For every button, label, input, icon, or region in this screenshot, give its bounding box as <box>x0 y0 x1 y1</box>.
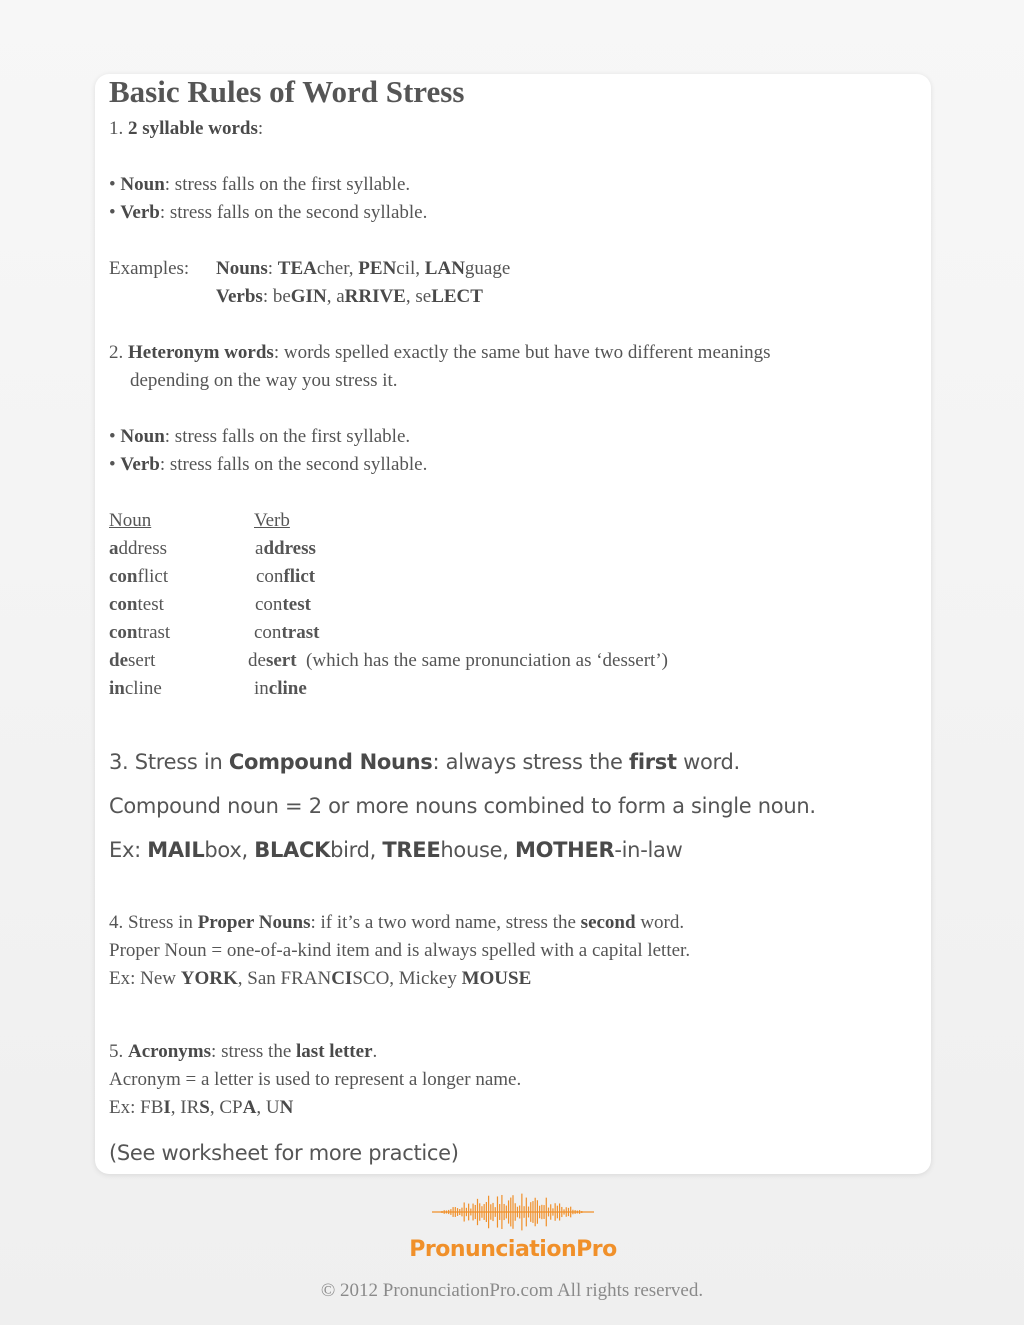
noun-contest: contest <box>109 594 164 615</box>
noun-desert: desert <box>109 650 156 671</box>
verb-conflict: conflict <box>256 566 316 587</box>
section-5-examples: Ex: FBI, IRS, CPA, UN <box>109 1097 294 1118</box>
examples-verbs: Verbs: beGIN, aRRIVE, seLECT <box>216 286 483 307</box>
page-title: Basic Rules of Word Stress <box>109 74 465 109</box>
section-5-heading: 5. Acronyms: stress the last letter. <box>109 1041 378 1062</box>
sound-wave-icon <box>402 1187 624 1237</box>
section-2-bullet-noun: • Noun: stress falls on the first syllable. <box>109 426 411 447</box>
desert-note: (which has the same pronunciation as ‘dessert’) <box>306 650 668 671</box>
verb-incline: incline <box>254 678 307 699</box>
brand-logo <box>402 1187 624 1277</box>
verb-desert: desert (which has the same pronunciation as ‘dessert’) <box>248 650 668 671</box>
section-4-examples: Ex: New YORK, San FRANCISCO, Mickey MOUSE <box>109 968 532 989</box>
section-4-heading: 4. Stress in Proper Nouns: if it’s a two word name, stress the second word. <box>109 912 685 933</box>
noun-contrast: contrast <box>109 622 171 643</box>
table-header-noun: Noun <box>109 510 152 531</box>
brand-name: PronunciationPro <box>409 1237 617 1262</box>
copyright-text: © 2012 PronunciationPro.com All rights reserved. <box>320 1280 704 1301</box>
content-card <box>95 74 931 1174</box>
table-header-verb: Verb <box>254 510 290 531</box>
section-2-heading: 2. Heteronym words: words spelled exactly the same but have two different meanings <box>109 342 771 363</box>
section-5-definition: Acronym = a letter is used to represent a longer name. <box>109 1069 522 1090</box>
section-1-bullet-verb: • Verb: stress falls on the second syllable. <box>109 202 428 223</box>
examples-nouns: Nouns: TEAcher, PENcil, LANguage <box>216 258 511 279</box>
noun-address: address <box>109 538 168 559</box>
noun-conflict: conflict <box>109 566 169 587</box>
section-4-definition: Proper Noun = one-of-a-kind item and is always spelled with a capital letter. <box>109 940 691 961</box>
section-3-definition: Compound noun = 2 or more nouns combined to form a single noun. <box>109 794 816 818</box>
section-1-bullet-noun: • Noun: stress falls on the first syllable. <box>109 174 411 195</box>
section-3-heading: 3. Stress in Compound Nouns: always stress the first word. <box>109 750 740 774</box>
verb-contrast: contrast <box>254 622 320 643</box>
section-3-examples: Ex: MAILbox, BLACKbird, TREEhouse, MOTHER-in-law <box>109 838 683 862</box>
worksheet-note: (See worksheet for more practice) <box>109 1141 459 1165</box>
verb-address: address <box>255 538 316 559</box>
section-1-heading: 1. 2 syllable words: <box>109 118 264 139</box>
verb-contest: contest <box>255 594 311 615</box>
section-2-heading-cont: depending on the way you stress it. <box>130 370 398 391</box>
noun-incline: incline <box>109 678 162 699</box>
examples-label: Examples: <box>109 258 190 279</box>
section-2-bullet-verb: • Verb: stress falls on the second syllable. <box>109 454 428 475</box>
